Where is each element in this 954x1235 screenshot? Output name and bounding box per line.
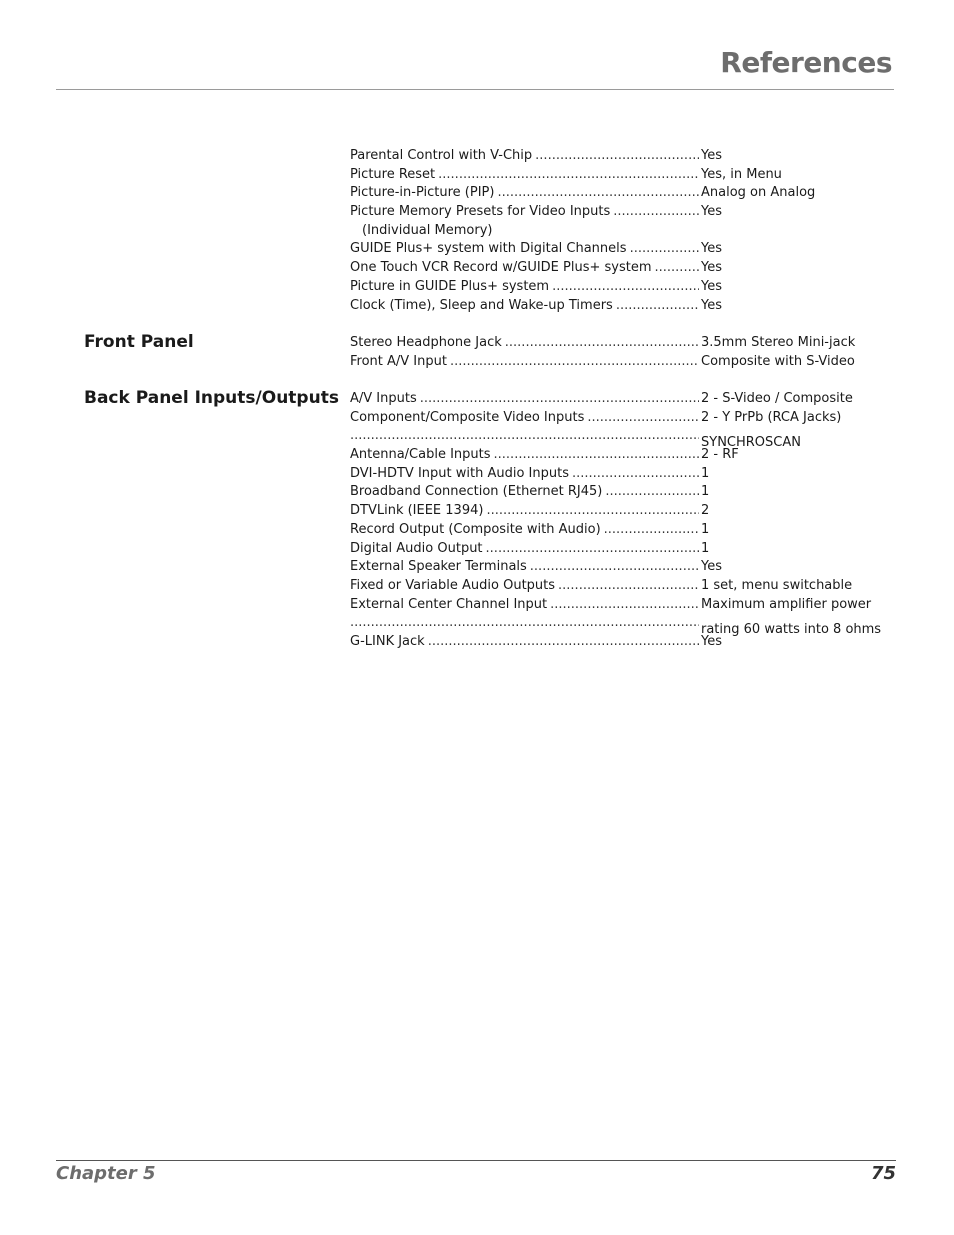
spec-value: 2 bbox=[701, 503, 710, 519]
footer-page-number: 75 bbox=[870, 1163, 896, 1184]
dot-leader bbox=[420, 390, 699, 409]
spec-label: Stereo Headphone Jack bbox=[350, 335, 502, 350]
spec-label-cell bbox=[350, 483, 699, 502]
spec-value: Yes, in Menu bbox=[701, 166, 782, 182]
spec-row bbox=[350, 540, 890, 559]
header-divider bbox=[56, 89, 894, 90]
dot-leader bbox=[630, 240, 699, 259]
back-panel-heading: Back Panel Inputs/Outputs bbox=[84, 388, 339, 408]
spec-value: Yes bbox=[701, 148, 722, 163]
spec-label-cell bbox=[350, 427, 699, 446]
spec-label: Fixed or Variable Audio Outputs bbox=[350, 577, 556, 593]
spec-row bbox=[350, 558, 890, 577]
spec-label-cell bbox=[350, 596, 699, 615]
spec-row bbox=[350, 278, 890, 297]
spec-label: Digital Audio Output bbox=[350, 540, 483, 556]
spec-label: GUIDE Plus+ system with Digital Channels bbox=[350, 241, 627, 257]
spec-label: Broadband Connection (Ethernet RJ45) bbox=[350, 484, 603, 500]
spec-value: Yes bbox=[701, 297, 722, 313]
spec-row bbox=[350, 147, 890, 166]
spec-label-cell bbox=[350, 521, 699, 540]
dot-leader bbox=[428, 633, 699, 652]
spec-value: Yes bbox=[701, 241, 722, 257]
dot-leader bbox=[605, 483, 699, 502]
dot-leader bbox=[616, 297, 699, 316]
spec-value: 2 - S-Video / Composite bbox=[701, 391, 853, 406]
dot-leader bbox=[552, 278, 699, 297]
spec-row bbox=[350, 390, 890, 409]
spec-label: Picture in GUIDE Plus+ system bbox=[350, 278, 550, 294]
spec-value: Yes bbox=[701, 204, 722, 220]
spec-row bbox=[350, 259, 890, 278]
spec-row bbox=[350, 240, 890, 259]
spec-value: Yes bbox=[701, 278, 722, 294]
spec-row bbox=[350, 409, 890, 428]
spec-label: Picture Memory Presets for Video Inputs bbox=[350, 204, 611, 220]
spec-label: DTVLink (IEEE 1394) bbox=[350, 503, 484, 519]
dot-leader bbox=[550, 596, 699, 615]
dot-leader bbox=[350, 614, 699, 633]
features-spec-list bbox=[350, 147, 890, 315]
dot-leader bbox=[587, 409, 699, 428]
spec-label-cell bbox=[350, 577, 699, 596]
spec-row bbox=[350, 502, 890, 521]
spec-label-cell bbox=[350, 334, 699, 353]
dot-leader bbox=[655, 259, 699, 278]
dot-leader bbox=[494, 446, 699, 465]
spec-label-cell bbox=[350, 409, 699, 428]
spec-value: 2 - Y PrPb (RCA Jacks) bbox=[701, 409, 842, 425]
dot-leader bbox=[486, 540, 699, 559]
spec-label: Parental Control with V-Chip bbox=[350, 148, 533, 163]
spec-label-cell bbox=[350, 278, 699, 297]
dot-leader bbox=[613, 203, 699, 222]
dot-leader bbox=[350, 427, 699, 446]
spec-row bbox=[350, 483, 890, 502]
spec-label: G-LINK Jack bbox=[350, 633, 425, 649]
dot-leader bbox=[572, 465, 699, 484]
dot-leader bbox=[604, 521, 699, 540]
spec-label: Picture Reset bbox=[350, 166, 436, 182]
spec-value: Yes bbox=[701, 559, 722, 575]
spec-label: One Touch VCR Record w/GUIDE Plus+ system bbox=[350, 260, 652, 276]
spec-value: 1 bbox=[701, 521, 710, 537]
spec-row bbox=[350, 596, 890, 615]
spec-value: 1 bbox=[701, 540, 710, 556]
spec-label: External Speaker Terminals bbox=[350, 559, 527, 575]
spec-label-cell bbox=[350, 203, 699, 222]
spec-value: SYNCHROSCAN bbox=[701, 435, 801, 451]
spec-row bbox=[350, 577, 890, 596]
spec-label-cell bbox=[350, 446, 699, 465]
spec-label: DVI-HDTV Input with Audio Inputs bbox=[350, 465, 569, 481]
page-title: References bbox=[720, 46, 892, 79]
spec-label: Picture-in-Picture (PIP) bbox=[350, 185, 495, 201]
footer-divider bbox=[56, 1160, 896, 1161]
spec-row bbox=[350, 465, 890, 484]
spec-label-cell bbox=[350, 633, 699, 652]
spec-label-cell bbox=[350, 184, 699, 203]
spec-label: A/V Inputs bbox=[350, 391, 417, 406]
back-panel-spec-list bbox=[350, 390, 890, 652]
dot-leader bbox=[450, 353, 699, 372]
spec-label-cell bbox=[350, 465, 699, 484]
dot-leader bbox=[505, 334, 699, 353]
spec-sub-label: (Individual Memory) bbox=[362, 222, 493, 238]
spec-row bbox=[350, 184, 890, 203]
spec-label-cell bbox=[350, 259, 699, 278]
spec-value: 1 bbox=[701, 465, 710, 481]
spec-row bbox=[350, 614, 890, 637]
spec-row bbox=[350, 521, 890, 540]
spec-row bbox=[350, 353, 890, 372]
spec-value: 1 bbox=[701, 484, 710, 500]
spec-value: 1 set, menu switchable bbox=[701, 577, 853, 593]
spec-label: Clock (Time), Sleep and Wake-up Timers bbox=[350, 297, 613, 313]
spec-row bbox=[350, 297, 890, 316]
spec-value: rating 60 watts into 8 ohms bbox=[701, 621, 882, 637]
dot-leader bbox=[535, 147, 699, 166]
spec-label-cell bbox=[350, 147, 699, 166]
dot-leader bbox=[558, 577, 699, 596]
spec-row bbox=[350, 427, 890, 451]
dot-leader bbox=[486, 502, 699, 521]
dot-leader bbox=[530, 558, 699, 577]
spec-value: Composite with S-Video bbox=[701, 353, 855, 369]
spec-label: Record Output (Composite with Audio) bbox=[350, 521, 601, 537]
spec-label-cell bbox=[350, 353, 699, 372]
spec-label: Component/Composite Video Inputs bbox=[350, 409, 585, 425]
spec-row bbox=[350, 446, 890, 465]
spec-label: External Center Channel Input bbox=[350, 596, 548, 612]
spec-label-cell bbox=[350, 502, 699, 521]
dot-leader bbox=[438, 166, 699, 185]
spec-row bbox=[350, 166, 890, 185]
spec-value: Yes bbox=[701, 633, 722, 649]
dot-leader bbox=[497, 184, 699, 203]
front-panel-spec-list bbox=[350, 334, 890, 371]
footer-chapter: Chapter 5 bbox=[56, 1163, 156, 1184]
spec-row bbox=[350, 203, 890, 222]
spec-label-cell bbox=[350, 240, 699, 259]
spec-value: Analog on Analog bbox=[701, 185, 816, 201]
spec-label-cell bbox=[350, 558, 699, 577]
spec-label-cell bbox=[350, 297, 699, 316]
spec-label: Front A/V Input bbox=[350, 353, 447, 369]
spec-label-cell bbox=[350, 540, 699, 559]
spec-label-cell bbox=[350, 166, 699, 185]
spec-value: Yes bbox=[701, 260, 722, 276]
spec-value: Maximum amplifier power bbox=[701, 596, 872, 612]
spec-label-cell bbox=[350, 390, 699, 409]
front-panel-heading: Front Panel bbox=[84, 332, 194, 352]
spec-value: 3.5mm Stereo Mini-jack bbox=[701, 335, 856, 350]
spec-row bbox=[350, 334, 890, 353]
spec-label-cell bbox=[350, 614, 699, 633]
spec-value: 2 - RF bbox=[701, 447, 739, 463]
spec-label: Antenna/Cable Inputs bbox=[350, 447, 491, 463]
